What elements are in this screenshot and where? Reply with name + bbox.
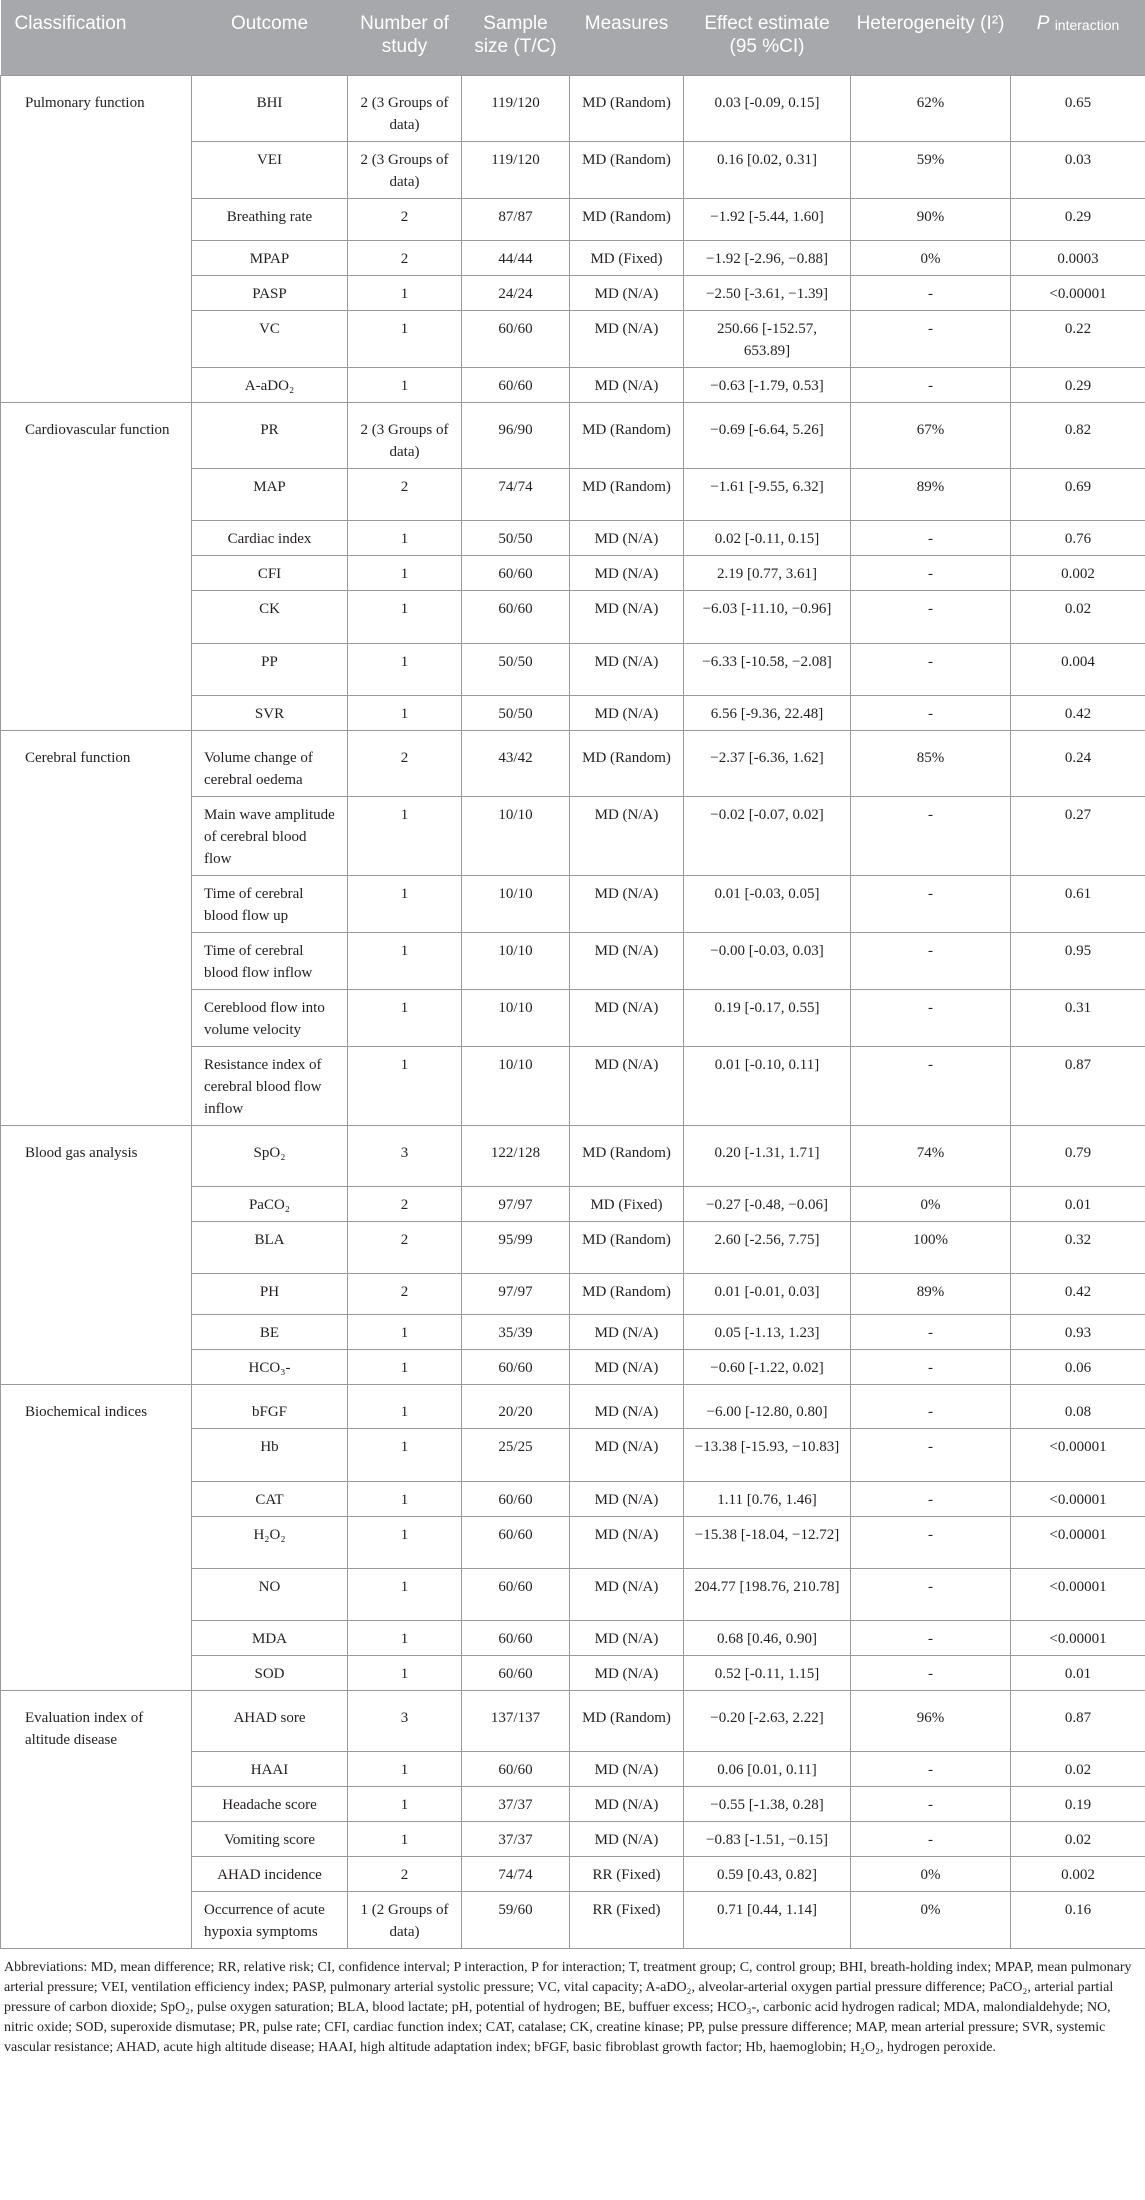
sample-size-cell: 60/60 [462, 1751, 570, 1786]
number-of-study-cell: 1 [348, 1786, 462, 1821]
heterogeneity-cell: 0% [851, 1891, 1011, 1948]
number-of-study-cell: 2 [348, 240, 462, 275]
measures-cell: MD (N/A) [570, 1349, 684, 1384]
outcome-cell: AHAD incidence [192, 1856, 348, 1891]
effect-estimate-cell: −0.69 [-6.64, 5.26] [684, 402, 851, 468]
measures-cell: MD (Random) [570, 1221, 684, 1273]
heterogeneity-cell: 0% [851, 240, 1011, 275]
number-of-study-cell: 1 [348, 367, 462, 402]
heterogeneity-cell: - [851, 1314, 1011, 1349]
outcome-cell: SpO₂ [192, 1125, 348, 1186]
table-row [1, 730, 1145, 796]
heterogeneity-cell: 90% [851, 198, 1011, 240]
effect-estimate-cell: 2.60 [-2.56, 7.75] [684, 1221, 851, 1273]
p-interaction-cell: <0.00001 [1011, 1516, 1145, 1568]
measures-cell: MD (Random) [570, 75, 684, 141]
sample-size-cell: 59/60 [462, 1891, 570, 1948]
heterogeneity-cell: - [851, 1751, 1011, 1786]
number-of-study-cell: 1 [348, 1655, 462, 1690]
header-number-of-study: Number of study [348, 0, 462, 75]
sample-size-cell: 87/87 [462, 198, 570, 240]
classification-cell: Blood gas analysis [1, 1125, 192, 1384]
heterogeneity-cell: 59% [851, 141, 1011, 198]
heterogeneity-cell: - [851, 555, 1011, 590]
number-of-study-cell: 1 [348, 1751, 462, 1786]
table-row [1, 1125, 1145, 1186]
measures-cell: MD (N/A) [570, 695, 684, 730]
outcome-cell: Headache score [192, 1786, 348, 1821]
p-interaction-cell: 0.02 [1011, 1821, 1145, 1856]
number-of-study-cell: 2 (3 Groups of data) [348, 75, 462, 141]
effect-estimate-cell: −6.03 [-11.10, −0.96] [684, 590, 851, 643]
classification-cell: Evaluation index of altitude disease [1, 1690, 192, 1948]
outcome-cell: SVR [192, 695, 348, 730]
table-body [1, 75, 1145, 1948]
sample-size-cell: 60/60 [462, 555, 570, 590]
classification-cell: Cardiovascular function [1, 402, 192, 730]
heterogeneity-cell: 96% [851, 1690, 1011, 1751]
effect-estimate-cell: −0.83 [-1.51, −0.15] [684, 1821, 851, 1856]
p-interaction-cell: 0.01 [1011, 1655, 1145, 1690]
measures-cell: MD (N/A) [570, 590, 684, 643]
number-of-study-cell: 2 [348, 1273, 462, 1314]
measures-cell: MD (Random) [570, 1273, 684, 1314]
p-interaction-cell: 0.79 [1011, 1125, 1145, 1186]
outcome-cell: HAAI [192, 1751, 348, 1786]
header-sample-size: Sample size (T/C) [462, 0, 570, 75]
measures-cell: MD (Random) [570, 1690, 684, 1751]
number-of-study-cell: 1 [348, 1046, 462, 1125]
table-row [1, 75, 1145, 141]
effect-estimate-cell: 0.01 [-0.10, 0.11] [684, 1046, 851, 1125]
sample-size-cell: 50/50 [462, 520, 570, 555]
outcome-cell: PP [192, 643, 348, 695]
outcome-cell: Main wave amplitude of cerebral blood flow [192, 796, 348, 875]
effect-estimate-cell: 0.06 [0.01, 0.11] [684, 1751, 851, 1786]
sample-size-cell: 60/60 [462, 1568, 570, 1620]
p-interaction-cell: 0.87 [1011, 1046, 1145, 1125]
sample-size-cell: 119/120 [462, 75, 570, 141]
sample-size-cell: 60/60 [462, 1620, 570, 1655]
sample-size-cell: 122/128 [462, 1125, 570, 1186]
measures-cell: MD (N/A) [570, 1821, 684, 1856]
number-of-study-cell: 1 (2 Groups of data) [348, 1891, 462, 1948]
classification-cell: Pulmonary function [1, 75, 192, 402]
p-interaction-cell: 0.06 [1011, 1349, 1145, 1384]
heterogeneity-cell: 0% [851, 1856, 1011, 1891]
table-footnote: Abbreviations: MD, mean difference; RR, relative risk; CI, confidence interval; P interaction, P for interaction; T, treatment group; C, control group; BHI, breath-holding index; MPAP, mean pulmonary arterial pressure; VEI, ventilation efficiency index; PASP, pulmonary arterial systolic pressure; VC, vital capacity; A-aDO₂, alveolar-arterial oxygen partial pressure difference; PaCO₂, arterial partial pressure of carbon dioxide; SpO₂, pulse oxygen saturation; BLA, blood lactate; pH, potential of hydrogen; BE, buffuer excess; HCO₃-, carbonic acid hydrogen radical; MDA, malondialdehyde; NO, nitric oxide; SOD, superoxide dismutase; PR, pulse rate; CFI, cardiac function index; CAT, catalase; CK, creatine kinase; PP, pulse pressure difference; MAP, mean arterial pressure; SVR, systemic vascular resistance; AHAD, acute high altitude disease; HAAI, high altitude adaptation index; bFGF, basic fibroblast growth factor; Hb, haemoglobin; H₂O₂, hydrogen peroxide. [4, 1959, 1132, 2055]
sample-size-cell: 10/10 [462, 932, 570, 989]
p-interaction-cell: 0.03 [1011, 141, 1145, 198]
outcome-cell: Breathing rate [192, 198, 348, 240]
measures-cell: MD (Random) [570, 402, 684, 468]
heterogeneity-cell: - [851, 932, 1011, 989]
number-of-study-cell: 1 [348, 520, 462, 555]
sample-size-cell: 60/60 [462, 590, 570, 643]
number-of-study-cell: 1 [348, 1314, 462, 1349]
sample-size-cell: 24/24 [462, 275, 570, 310]
measures-cell: MD (N/A) [570, 1516, 684, 1568]
sample-size-cell: 97/97 [462, 1186, 570, 1221]
sample-size-cell: 97/97 [462, 1273, 570, 1314]
number-of-study-cell: 1 [348, 1620, 462, 1655]
measures-cell: MD (N/A) [570, 1655, 684, 1690]
table-row [1, 1384, 1145, 1428]
number-of-study-cell: 2 [348, 1856, 462, 1891]
measures-cell: MD (N/A) [570, 643, 684, 695]
sample-size-cell: 10/10 [462, 796, 570, 875]
p-interaction-cell: <0.00001 [1011, 275, 1145, 310]
sample-size-cell: 137/137 [462, 1690, 570, 1751]
sample-size-cell: 60/60 [462, 367, 570, 402]
sample-size-cell: 50/50 [462, 643, 570, 695]
effect-estimate-cell: −6.33 [-10.58, −2.08] [684, 643, 851, 695]
outcome-cell: Cardiac index [192, 520, 348, 555]
classification-cell: Biochemical indices [1, 1384, 192, 1690]
effect-estimate-cell: −0.27 [-0.48, −0.06] [684, 1186, 851, 1221]
heterogeneity-cell: - [851, 310, 1011, 367]
measures-cell: MD (N/A) [570, 1384, 684, 1428]
heterogeneity-cell: 85% [851, 730, 1011, 796]
sample-size-cell: 20/20 [462, 1384, 570, 1428]
heterogeneity-cell: - [851, 367, 1011, 402]
header-effect-estimate: Effect estimate (95 %CI) [684, 0, 851, 75]
effect-estimate-cell: −6.00 [-12.80, 0.80] [684, 1384, 851, 1428]
p-interaction-cell: <0.00001 [1011, 1568, 1145, 1620]
heterogeneity-cell: - [851, 1384, 1011, 1428]
p-interaction-cell: 0.02 [1011, 590, 1145, 643]
sample-size-cell: 37/37 [462, 1786, 570, 1821]
measures-cell: MD (Random) [570, 141, 684, 198]
table-row [1, 1690, 1145, 1751]
measures-cell: MD (Random) [570, 468, 684, 520]
measures-cell: MD (N/A) [570, 520, 684, 555]
sample-size-cell: 60/60 [462, 1481, 570, 1516]
heterogeneity-cell: - [851, 275, 1011, 310]
heterogeneity-cell: - [851, 1481, 1011, 1516]
p-interaction-cell: 0.76 [1011, 520, 1145, 555]
number-of-study-cell: 2 (3 Groups of data) [348, 141, 462, 198]
measures-cell: MD (N/A) [570, 310, 684, 367]
outcome-cell: Cereblood flow into volume velocity [192, 989, 348, 1046]
outcome-cell: SOD [192, 1655, 348, 1690]
sample-size-cell: 60/60 [462, 1349, 570, 1384]
heterogeneity-cell: 89% [851, 468, 1011, 520]
effect-estimate-cell: −15.38 [-18.04, −12.72] [684, 1516, 851, 1568]
measures-cell: MD (N/A) [570, 1568, 684, 1620]
outcome-cell: PASP [192, 275, 348, 310]
p-interaction-cell: 0.82 [1011, 402, 1145, 468]
sample-size-cell: 25/25 [462, 1428, 570, 1481]
effect-estimate-cell: 0.05 [-1.13, 1.23] [684, 1314, 851, 1349]
outcome-cell: BHI [192, 75, 348, 141]
effect-estimate-cell: 250.66 [-152.57, 653.89] [684, 310, 851, 367]
outcome-cell: bFGF [192, 1384, 348, 1428]
number-of-study-cell: 1 [348, 875, 462, 932]
measures-cell: MD (Random) [570, 1125, 684, 1186]
header-outcome: Outcome [192, 0, 348, 75]
classification-cell: Cerebral function [1, 730, 192, 1125]
number-of-study-cell: 1 [348, 1349, 462, 1384]
sample-size-cell: 74/74 [462, 468, 570, 520]
effect-estimate-cell: 0.19 [-0.17, 0.55] [684, 989, 851, 1046]
outcome-cell: NO [192, 1568, 348, 1620]
measures-cell: MD (N/A) [570, 1046, 684, 1125]
effect-estimate-cell: −0.00 [-0.03, 0.03] [684, 932, 851, 989]
heterogeneity-cell: 100% [851, 1221, 1011, 1273]
p-interaction-cell: 0.16 [1011, 1891, 1145, 1948]
effect-estimate-cell: −0.63 [-1.79, 0.53] [684, 367, 851, 402]
sample-size-cell: 119/120 [462, 141, 570, 198]
outcome-cell: Time of cerebral blood flow up [192, 875, 348, 932]
number-of-study-cell: 3 [348, 1690, 462, 1751]
number-of-study-cell: 2 (3 Groups of data) [348, 402, 462, 468]
effect-estimate-cell: 0.68 [0.46, 0.90] [684, 1620, 851, 1655]
outcome-cell: MDA [192, 1620, 348, 1655]
number-of-study-cell: 1 [348, 310, 462, 367]
effect-estimate-cell: 0.20 [-1.31, 1.71] [684, 1125, 851, 1186]
sample-size-cell: 50/50 [462, 695, 570, 730]
outcome-cell: MAP [192, 468, 348, 520]
measures-cell: MD (N/A) [570, 932, 684, 989]
outcome-cell: PR [192, 402, 348, 468]
sample-size-cell: 10/10 [462, 1046, 570, 1125]
heterogeneity-cell: - [851, 1428, 1011, 1481]
outcome-cell: AHAD sore [192, 1690, 348, 1751]
effect-estimate-cell: −0.60 [-1.22, 0.02] [684, 1349, 851, 1384]
measures-cell: MD (Fixed) [570, 1186, 684, 1221]
heterogeneity-cell: - [851, 590, 1011, 643]
sample-size-cell: 44/44 [462, 240, 570, 275]
measures-cell: MD (N/A) [570, 555, 684, 590]
p-interaction-cell: 0.0003 [1011, 240, 1145, 275]
header-p-interaction: P $_{interaction}$ [1011, 0, 1145, 75]
number-of-study-cell: 1 [348, 989, 462, 1046]
outcome-cell: PH [192, 1273, 348, 1314]
heterogeneity-cell: 67% [851, 402, 1011, 468]
number-of-study-cell: 1 [348, 643, 462, 695]
effect-estimate-cell: 0.01 [-0.03, 0.05] [684, 875, 851, 932]
header-classification: Classification [1, 0, 192, 75]
measures-cell: MD (Fixed) [570, 240, 684, 275]
number-of-study-cell: 3 [348, 1125, 462, 1186]
outcome-cell: Occurrence of acute hypoxia symptoms [192, 1891, 348, 1948]
effect-estimate-cell: −1.61 [-9.55, 6.32] [684, 468, 851, 520]
heterogeneity-cell: - [851, 1516, 1011, 1568]
sample-size-cell: 10/10 [462, 989, 570, 1046]
number-of-study-cell: 2 [348, 1186, 462, 1221]
effect-estimate-cell: 204.77 [198.76, 210.78] [684, 1568, 851, 1620]
number-of-study-cell: 1 [348, 695, 462, 730]
effect-estimate-cell: −2.37 [-6.36, 1.62] [684, 730, 851, 796]
table-row [1, 402, 1145, 468]
measures-cell: MD (N/A) [570, 1314, 684, 1349]
number-of-study-cell: 1 [348, 1568, 462, 1620]
p-interaction-cell: 0.87 [1011, 1690, 1145, 1751]
p-interaction-cell: 0.29 [1011, 198, 1145, 240]
sample-size-cell: 60/60 [462, 310, 570, 367]
outcome-cell: BLA [192, 1221, 348, 1273]
number-of-study-cell: 1 [348, 796, 462, 875]
number-of-study-cell: 1 [348, 1384, 462, 1428]
effect-estimate-cell: −1.92 [-2.96, −0.88] [684, 240, 851, 275]
outcome-cell: PaCO₂ [192, 1186, 348, 1221]
effect-estimate-cell: −13.38 [-15.93, −10.83] [684, 1428, 851, 1481]
p-interaction-cell: 0.42 [1011, 1273, 1145, 1314]
measures-cell: MD (N/A) [570, 1428, 684, 1481]
p-interaction-cell: 0.61 [1011, 875, 1145, 932]
heterogeneity-cell: - [851, 1620, 1011, 1655]
heterogeneity-cell: - [851, 643, 1011, 695]
p-interaction-cell: 0.95 [1011, 932, 1145, 989]
sample-size-cell: 43/42 [462, 730, 570, 796]
effect-estimate-cell: −0.02 [-0.07, 0.02] [684, 796, 851, 875]
p-interaction-cell: 0.27 [1011, 796, 1145, 875]
heterogeneity-cell: - [851, 1821, 1011, 1856]
outcome-cell: MPAP [192, 240, 348, 275]
heterogeneity-cell: - [851, 1046, 1011, 1125]
outcome-cell: VEI [192, 141, 348, 198]
number-of-study-cell: 1 [348, 555, 462, 590]
heterogeneity-cell: - [851, 796, 1011, 875]
sample-size-cell: 74/74 [462, 1856, 570, 1891]
p-interaction-cell: 0.002 [1011, 1856, 1145, 1891]
effect-estimate-cell: 0.02 [-0.11, 0.15] [684, 520, 851, 555]
outcome-cell: Volume change of cerebral oedema [192, 730, 348, 796]
measures-cell: RR (Fixed) [570, 1891, 684, 1948]
sample-size-cell: 60/60 [462, 1516, 570, 1568]
outcome-cell: HCO₃- [192, 1349, 348, 1384]
effect-estimate-cell: −1.92 [-5.44, 1.60] [684, 198, 851, 240]
effect-estimate-cell: −0.20 [-2.63, 2.22] [684, 1690, 851, 1751]
number-of-study-cell: 1 [348, 590, 462, 643]
outcome-cell: CK [192, 590, 348, 643]
outcome-cell: Time of cerebral blood flow inflow [192, 932, 348, 989]
heterogeneity-cell: 0% [851, 1186, 1011, 1221]
heterogeneity-cell: - [851, 1786, 1011, 1821]
p-interaction-cell: 0.002 [1011, 555, 1145, 590]
number-of-study-cell: 2 [348, 198, 462, 240]
outcome-cell: Hb [192, 1428, 348, 1481]
outcome-cell: A-aDO₂ [192, 367, 348, 402]
outcome-cell: Vomiting score [192, 1821, 348, 1856]
p-interaction-cell: 0.22 [1011, 310, 1145, 367]
p-interaction-cell: 0.08 [1011, 1384, 1145, 1428]
p-interaction-cell: 0.004 [1011, 643, 1145, 695]
p-interaction-cell: 0.93 [1011, 1314, 1145, 1349]
number-of-study-cell: 1 [348, 1428, 462, 1481]
outcome-cell: CAT [192, 1481, 348, 1516]
number-of-study-cell: 1 [348, 1821, 462, 1856]
table-header [1, 0, 1145, 75]
header-heterogeneity: Heterogeneity (I²) [851, 0, 1011, 75]
effect-estimate-cell: 2.19 [0.77, 3.61] [684, 555, 851, 590]
p-interaction-cell: 0.32 [1011, 1221, 1145, 1273]
measures-cell: MD (N/A) [570, 1620, 684, 1655]
effect-estimate-cell: 0.16 [0.02, 0.31] [684, 141, 851, 198]
measures-cell: MD (N/A) [570, 1786, 684, 1821]
sample-size-cell: 95/99 [462, 1221, 570, 1273]
measures-cell: MD (N/A) [570, 1751, 684, 1786]
sample-size-cell: 35/39 [462, 1314, 570, 1349]
heterogeneity-cell: - [851, 989, 1011, 1046]
effect-estimate-cell: 0.52 [-0.11, 1.15] [684, 1655, 851, 1690]
measures-cell: MD (Random) [570, 730, 684, 796]
heterogeneity-cell: 74% [851, 1125, 1011, 1186]
outcome-cell: CFI [192, 555, 348, 590]
measures-cell: RR (Fixed) [570, 1856, 684, 1891]
heterogeneity-cell: - [851, 1655, 1011, 1690]
measures-cell: MD (N/A) [570, 875, 684, 932]
sample-size-cell: 10/10 [462, 875, 570, 932]
sample-size-cell: 37/37 [462, 1821, 570, 1856]
heterogeneity-cell: - [851, 695, 1011, 730]
measures-cell: MD (N/A) [570, 989, 684, 1046]
p-interaction-cell: <0.00001 [1011, 1620, 1145, 1655]
outcome-cell: Resistance index of cerebral blood flow inflow [192, 1046, 348, 1125]
p-interaction-cell: 0.65 [1011, 75, 1145, 141]
number-of-study-cell: 2 [348, 730, 462, 796]
p-interaction-cell: 0.42 [1011, 695, 1145, 730]
effect-estimate-cell: 1.11 [0.76, 1.46] [684, 1481, 851, 1516]
effect-estimate-cell: 0.59 [0.43, 0.82] [684, 1856, 851, 1891]
outcome-cell: VC [192, 310, 348, 367]
measures-cell: MD (Random) [570, 198, 684, 240]
effect-estimate-cell: −0.55 [-1.38, 0.28] [684, 1786, 851, 1821]
heterogeneity-cell: - [851, 875, 1011, 932]
sample-size-cell: 60/60 [462, 1655, 570, 1690]
number-of-study-cell: 1 [348, 275, 462, 310]
number-of-study-cell: 1 [348, 932, 462, 989]
measures-cell: MD (N/A) [570, 1481, 684, 1516]
effect-estimate-cell: 0.71 [0.44, 1.14] [684, 1891, 851, 1948]
p-interaction-cell: 0.24 [1011, 730, 1145, 796]
heterogeneity-cell: - [851, 520, 1011, 555]
p-interaction-cell: <0.00001 [1011, 1428, 1145, 1481]
number-of-study-cell: 2 [348, 468, 462, 520]
effect-estimate-cell: 0.03 [-0.09, 0.15] [684, 75, 851, 141]
heterogeneity-cell: 89% [851, 1273, 1011, 1314]
effect-estimate-cell: −2.50 [-3.61, −1.39] [684, 275, 851, 310]
number-of-study-cell: 1 [348, 1481, 462, 1516]
sample-size-cell: 96/90 [462, 402, 570, 468]
measures-cell: MD (N/A) [570, 275, 684, 310]
p-interaction-cell: 0.02 [1011, 1751, 1145, 1786]
heterogeneity-cell: - [851, 1568, 1011, 1620]
p-interaction-cell: 0.31 [1011, 989, 1145, 1046]
header-measures: Measures [570, 0, 684, 75]
outcome-cell: H₂O₂ [192, 1516, 348, 1568]
p-interaction-cell: 0.69 [1011, 468, 1145, 520]
effect-estimate-cell: 6.56 [-9.36, 22.48] [684, 695, 851, 730]
p-interaction-cell: 0.01 [1011, 1186, 1145, 1221]
number-of-study-cell: 1 [348, 1516, 462, 1568]
effect-estimate-cell: 0.01 [-0.01, 0.03] [684, 1273, 851, 1314]
measures-cell: MD (N/A) [570, 796, 684, 875]
outcome-cell: BE [192, 1314, 348, 1349]
heterogeneity-cell: 62% [851, 75, 1011, 141]
p-interaction-cell: <0.00001 [1011, 1481, 1145, 1516]
heterogeneity-cell: - [851, 1349, 1011, 1384]
measures-cell: MD (N/A) [570, 367, 684, 402]
p-interaction-cell: 0.19 [1011, 1786, 1145, 1821]
number-of-study-cell: 2 [348, 1221, 462, 1273]
p-interaction-cell: 0.29 [1011, 367, 1145, 402]
